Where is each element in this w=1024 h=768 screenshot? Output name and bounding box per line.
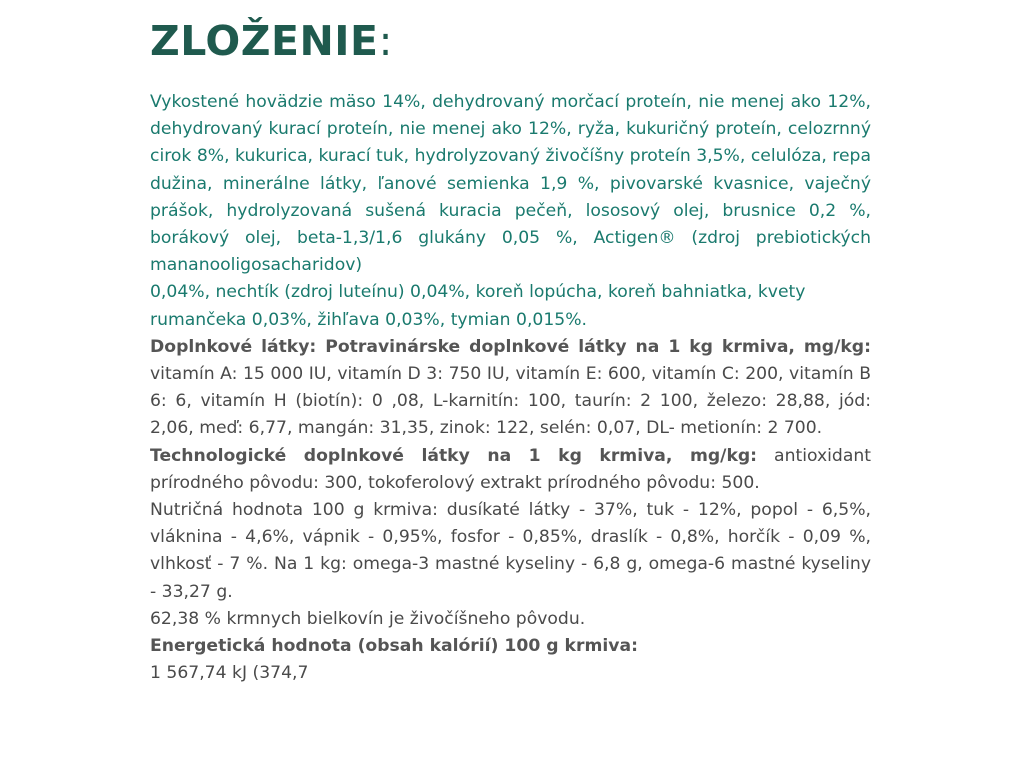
nutrition-text: Nutričná hodnota 100 g krmiva: dusíkaté látky - 37%, tuk - 12%, popol - 6,5%, vláknina - 4,6%, vápnik - 0,95%, fosfor - 0,85%, draslík - 0,8%, horčík - 0,09 %, vlhkosť - 7 %. Na 1 kg: omega-3 mastné kyseliny - 6,8 g, omega-6 mastné kyseliny - 33,27 g. <box>150 500 871 602</box>
protein-origin-paragraph <box>150 606 871 633</box>
composition-content <box>150 89 871 687</box>
ingredients-text: Vykostené hovädzie mäso 14%, dehydrovaný morčací proteín, nie menej ako 12%, dehydrovaný kurací proteín, nie menej ako 12%, ryža, kukuričný proteín, celozrnný cirok 8%, kukurica, kurací tuk, hydrolyzovaný živočíšny proteín 3,5%, celulóza, repa dužina, minerálne látky, ľanové semienka 1,9 %, pivovarské kvasnice, vaječný prášok, hydrolyzovaná sušená kuracia pečeň, lososový olej, brusnice 0,2 %, borákový olej, beta-1,3/1,6 glukány 0,05 %, Actigen® (zdroj prebiotických mananooligosacharidov) <box>150 92 871 276</box>
energy-heading-paragraph <box>150 633 871 660</box>
additives-heading: Doplnkové látky: Potravinárske doplnkové látky na 1 kg krmiva, mg/kg: <box>150 336 871 357</box>
energy-value: 1 567,74 kJ (374,7 <box>150 663 309 684</box>
technological-paragraph <box>150 443 871 497</box>
ingredients-text-continued: 0,04%, nechtík (zdroj luteínu) 0,04%, koreň lopúcha, koreň bahniatka, kvety rumančeka 0,03%, žihľava 0,03%, tymian 0,015%. <box>150 282 806 330</box>
nutrition-paragraph <box>150 497 871 606</box>
ingredients-paragraph <box>150 89 871 334</box>
title-colon: : <box>378 17 393 65</box>
energy-heading: Energetická hodnota (obsah kalórií) 100 g krmiva: <box>150 636 638 657</box>
technological-heading: Technologické doplnkové látky na 1 kg krmiva, mg/kg: <box>150 445 758 466</box>
additives-text: vitamín A: 15 000 IU, vitamín D 3: 750 IU, vitamín E: 600, vitamín C: 200, vitamín B 6: 6, vitamín H (biotín): 0 ,08, L-karnitín: 100, taurín: 2 100, železo: 28,88, jód: 2,06, meď: 6,77, mangán: 31,35, zinok: 122, selén: 0,07, DL- metionín: 2 700. <box>150 364 871 439</box>
additives-paragraph <box>150 334 871 443</box>
page-title <box>150 16 393 66</box>
title-text: ZLOŽENIE <box>150 17 379 65</box>
technological-text: antioxidant prírodného pôvodu: 300, tokoferolový extrakt prírodného pôvodu: 500. <box>150 445 871 493</box>
protein-origin-text: 62,38 % krmnych bielkovín je živočíšneho pôvodu. <box>150 608 586 629</box>
energy-value-paragraph <box>150 660 871 687</box>
